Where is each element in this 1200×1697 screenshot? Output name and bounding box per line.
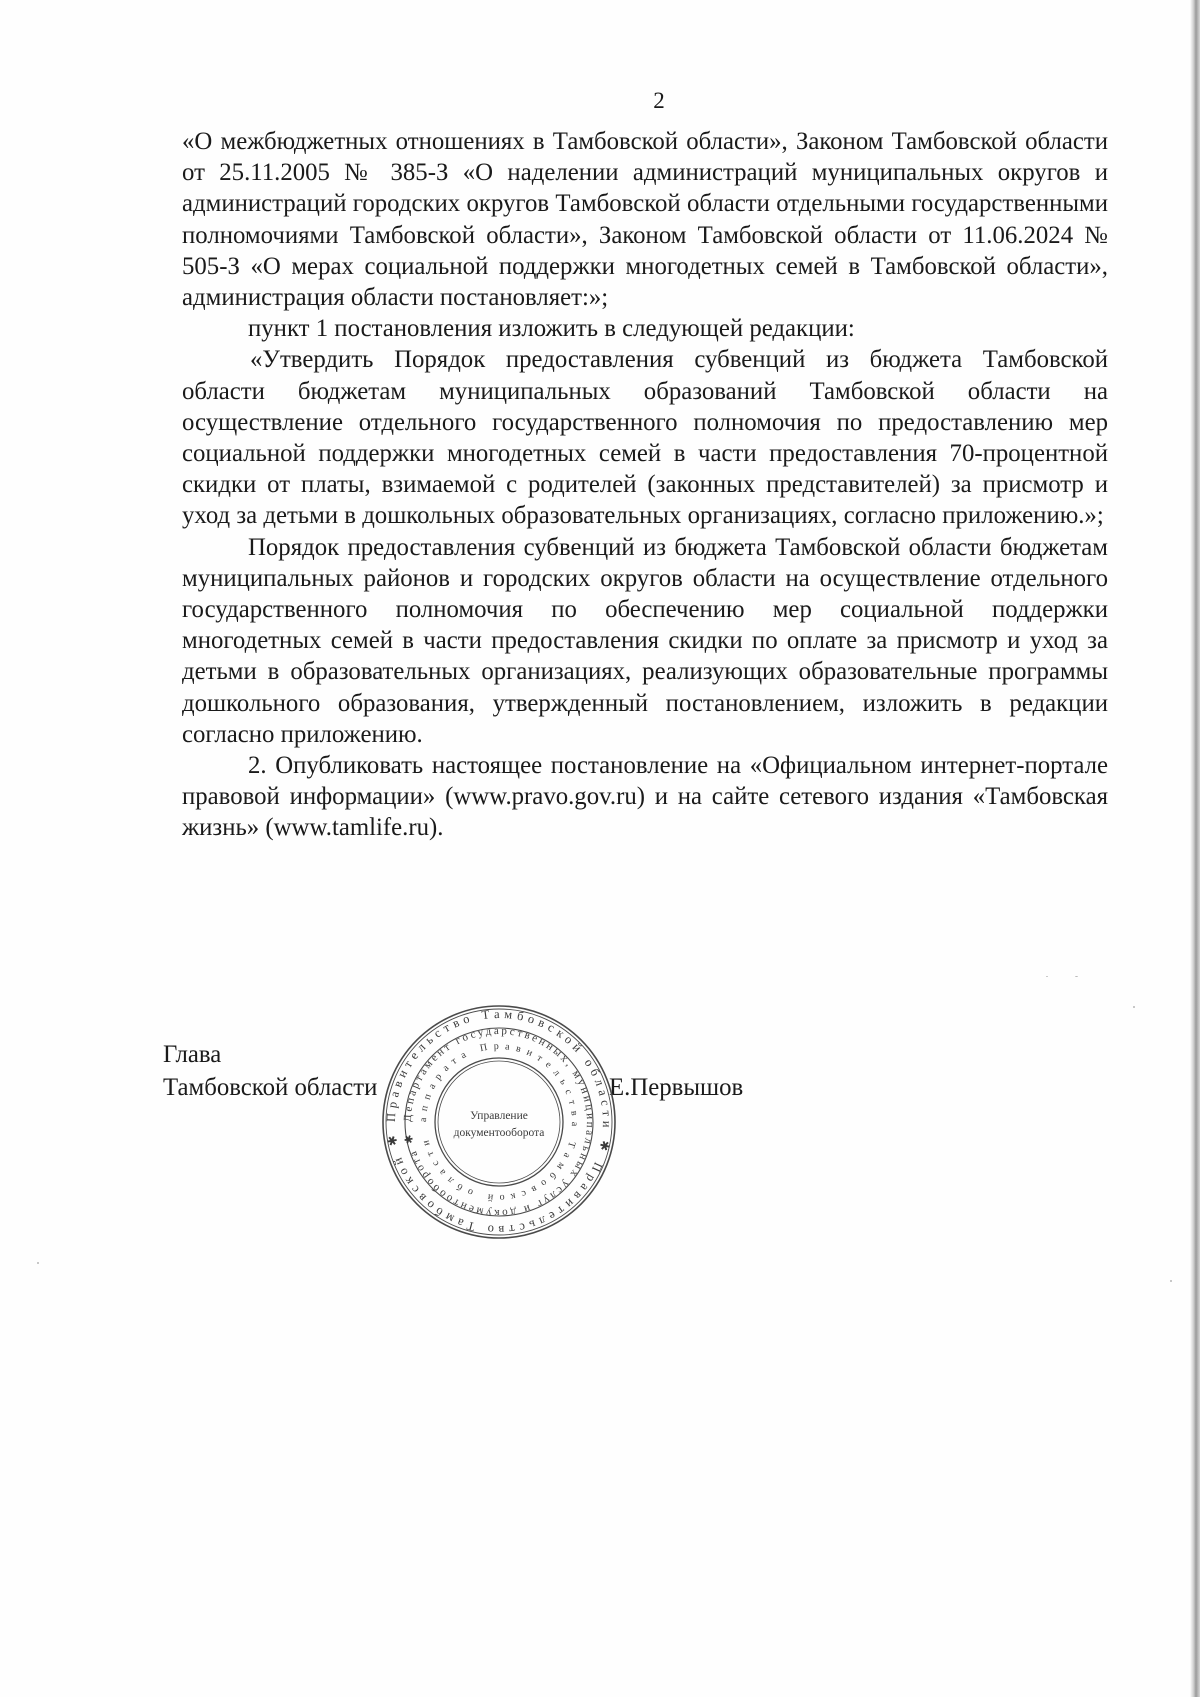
signatory-name: Е.Первышов bbox=[609, 1074, 744, 1101]
scan-speck bbox=[37, 1262, 39, 1264]
scan-speck bbox=[1046, 976, 1048, 977]
signatory-title bbox=[163, 1038, 377, 1104]
scan-edge-shadow bbox=[1190, 0, 1200, 1697]
paragraph-law-references: «О межбюджетных отношениях в Тамбовской области», Законом Тамбовской области от 25.11.2005 № 385-З «О наделении администраций муниципальных округов и администраций городских округов Тамбовской области отдельными государственными полномочиями Тамбовской области», Законом Тамбовской области от 11.06.2024 № 505-З «О мерах социальной поддержки многодетных семей в Тамбовской области», администрация области постановляет:»; bbox=[182, 128, 1108, 312]
scan-speck bbox=[1133, 1006, 1135, 1008]
official-seal-stamp bbox=[380, 1003, 618, 1241]
paragraph-approve-procedure: «Утвердить Порядок предоставления субвенций из бюджета Тамбовской области бюджетам муниципальных образований Тамбовской области на осуществление отдельного государственного полномочия по предоставлению мер социальной поддержки многодетных семей в части предоставления 70-процентной скидки от платы, взимаемой с родителей (законных представителей) за присмотр и уход за детьми в дошкольных образовательных организациях, согласно приложению.»; bbox=[182, 346, 1108, 530]
stamp-inner-text: аппарата Правительства Тамбовской области bbox=[417, 1040, 581, 1204]
scan-speck bbox=[1170, 1280, 1172, 1282]
scan-speck bbox=[1075, 976, 1078, 977]
signatory-title-line-1: Глава bbox=[163, 1041, 222, 1068]
paragraph-publication: 2. Опубликовать настоящее постановление на «Официальном интернет-портале правовой информации» (www.pravo.gov.ru) и на сайте сетевого издания «Тамбовская жизнь» (www.tamlife.ru). bbox=[182, 752, 1108, 842]
signatory-title-line-2: Тамбовской области bbox=[163, 1074, 378, 1101]
paragraph-procedure-revision: Порядок предоставления субвенций из бюджета Тамбовской области бюджетам муниципальных районов и городских округов области на осуществление отдельного государственного полномочия по обеспечению мер социальной поддержки многодетных семей в части предоставления скидки по оплате за присмотр и уход за детьми в образовательных организациях, реализующих образовательные программы дошкольного образования, утвержденный постановлением, изложить в редакции согласно приложению. bbox=[182, 533, 1108, 748]
document-body bbox=[182, 126, 1108, 844]
stamp-center-line-1: Управление bbox=[470, 1110, 528, 1122]
paragraph-point-1-intro: пункт 1 постановления изложить в следующей редакции: bbox=[248, 315, 855, 343]
page-number: 2 bbox=[653, 88, 665, 113]
stamp-middle-text: Департамент государственных, муниципальных услуг и документооборота ✱ bbox=[401, 1024, 597, 1220]
stamp-center-line-2: документооборота bbox=[453, 1127, 545, 1139]
stamp-outer-text: Правительство Тамбовской области ✱ Правительство Тамбовской ✱ bbox=[383, 1006, 615, 1238]
